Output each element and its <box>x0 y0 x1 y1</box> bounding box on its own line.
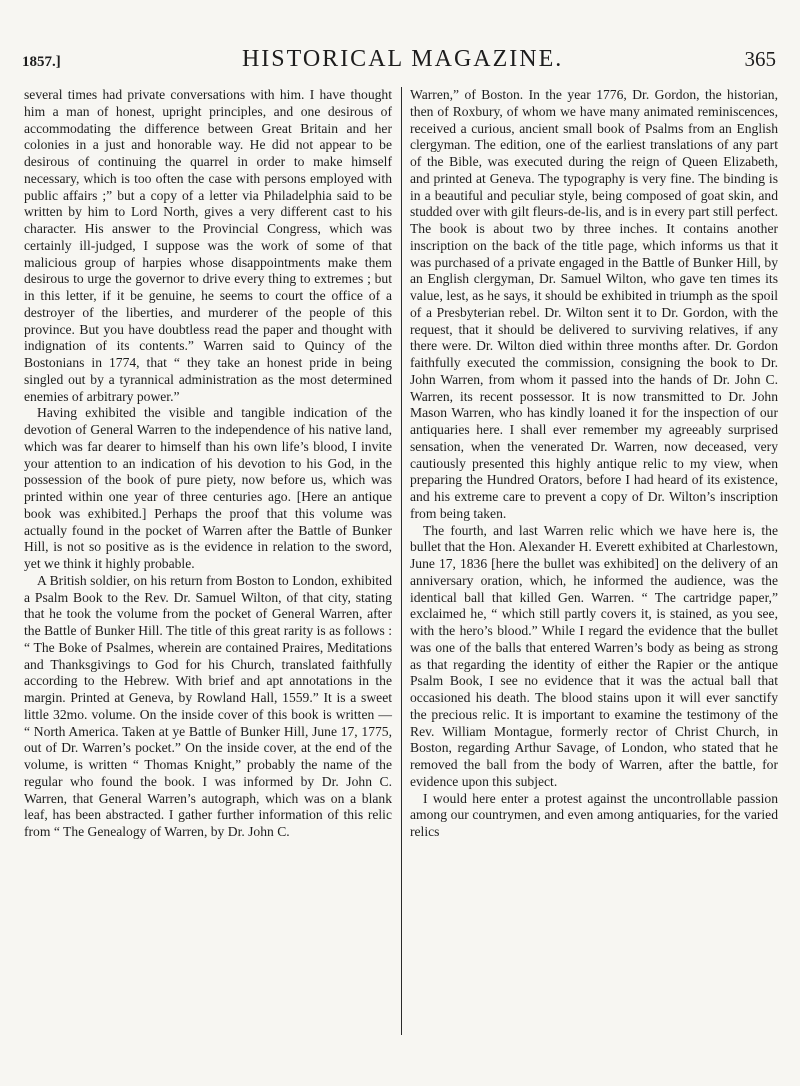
paragraph: I would here enter a protest against the uncontrollable passion among our countrymen, and even among antiquaries, for the varied relics <box>410 790 778 839</box>
magazine-title: HISTORICAL MAGAZINE. <box>241 46 564 72</box>
paragraph: A British soldier, on his return from Boston to London, exhibited a Psalm Book to the Rev. Dr. Samuel Wilton, of that city, stating that he took the volume from the pocket of General Warren, after the Battle of Bunker Hill. The title of this great rarity is as follows : “ The Boke of Psalmes, wherein are contained Praires, Meditations and Thanksgivings to God for his Church, translated faithfully according to the Hebrew. With brief and apt annotations in the margin. Printed at Geneva, by Rowland Hall, 1559.” It is a sweet little 32mo. volume. On the inside cover of this book is written — “ North America. Taken at ye Battle of Bunker Hill, June 17, 1775, out of Dr. Warren’s pocket.” On the inside cover, at the end of the volume, is written “ Thomas Knight,” probably the name of the regular who found the book. I was informed by Dr. John C. Warren, that General Warren’s autograph, which was on a blank leaf, has been abstracted. I gather further information of this relic from “ The Genealogy of Warren, by Dr. John C. <box>24 572 392 839</box>
issue-year: 1857.] <box>22 54 61 70</box>
column-divider <box>401 87 402 1035</box>
left-column <box>24 87 392 1035</box>
paragraph: Warren,” of Boston. In the year 1776, Dr. Gordon, the historian, then of Roxbury, of whom we have many animated reminiscences, received a curious, ancient small book of Psalms from an English clergyman. The edition, one of the earliest translations of any part of the Bible, was executed during the reign of Queen Elizabeth, and printed at Geneva. The typography is very fine. The binding is in a beautiful and peculiar style, being composed of goat skin, and studded over with gilt fleurs-de-lis, and is in every part still perfect. The book is about two by three inches. It contains another inscription on the back of the title page, which informs us that it was purchased of a private engaged in the Battle of Bunker Hill, by an English clergyman, Dr. Samuel Wilton, who gave ten times its value, lest, as he says, it should be exhibited in triumph as the spoil of a Presbyterian rebel. Dr. Wilton sent it to Dr. Gordon, with the request, that it should be delivered to surviving relatives, if any there were. Dr. Wilton died within three months after. Dr. Gordon faithfully executed the commission, consigning the book to Dr. John Warren, from whom it passed into the hands of Dr. John C. Warren, its recent possessor. It is now transmitted to Dr. John Mason Warren, who has kindly loaned it for the inspection of our antiquaries here. I shall ever remember my agreeably surprised sensation, when the venerated Dr. Warren, now deceased, very cautiously presented this highly antique relic to my view, when preparing the Hundred Orators, before I had heard of its existence, and his extreme care to prevent a copy of Dr. Wilton’s inscription from being taken. <box>410 87 778 521</box>
paragraph: Having exhibited the visible and tangible indication of the devotion of General Warren to the independence of his native land, which was far dearer to himself than his own life’s blood, I invite your attention to an indication of his devotion to his God, in the possession of the book of pure piety, now before us, which was printed within one year of three centuries ago. [Here an antique book was exhibited.] Perhaps the proof that this volume was actually found in the pocket of Warren after the Battle of Bunker Hill, is not so positive as is the evidence in relation to the sword, yet we think it highly probable. <box>24 405 392 571</box>
page-number: 365 <box>744 47 776 71</box>
text-columns <box>24 87 778 1035</box>
right-column <box>410 87 778 1035</box>
running-head <box>22 46 776 76</box>
paragraph: The fourth, and last Warren relic which we have here is, the bullet that the Hon. Alexander H. Everett exhibited at Charlestown, June 17, 1836 [here the bullet was exhibited] on the delivery of an anniversary oration, which, he informed the audience, was the identical ball that killed Gen. Warren. “ The cartridge paper,” exclaimed he, “ which still partly covers it, is stained, as you see, with the hero’s blood.” While I regard the evidence that the bullet was one of the balls that entered Warren’s body as being as strong as that regarding the identity of either the Rapier or the antique Psalm Book, I see no evidence that it was the actual ball that occasioned his death. The blood stains upon it will ever sanctify the precious relic. It is important to examine the testimony of the Rev. William Montague, formerly rector of Christ Church, in Boston, regarding Arthur Savage, of London, who stated that he removed the ball from the body of Warren, after the battle, for evidence upon this subject. <box>410 522 778 789</box>
paragraph: several times had private conversations with him. I have thought him a man of honest, upright principles, and one desirous of accommodating the difference between Great Britain and her colonies in a just and honorable way. He did not appear to be desirous of continuing the quarrel in order to make himself necessary, which is too often the case with persons employed with public affairs ;” but a copy of a letter via Philadelphia said to be written by him to Lord North, gives a very different cast to his character. His answer to the Provincial Congress, which was certainly ill-judged, I suppose was the work of some of that malicious group of harpies whose disappointments make them desirous to urge the governor to drive every thing to extremes ; but in this letter, if it be genuine, he seems to court the office of a destroyer of the liberties, and murderer of the people of this province. But you have doubtless read the paper and thought with indignation of its contents.” Warren said to Quincy of the Bostonians in 1774, that “ they take an honest pride in being singled out by a tyrannical administration as the most determined enemies of arbitrary power.” <box>24 87 392 404</box>
